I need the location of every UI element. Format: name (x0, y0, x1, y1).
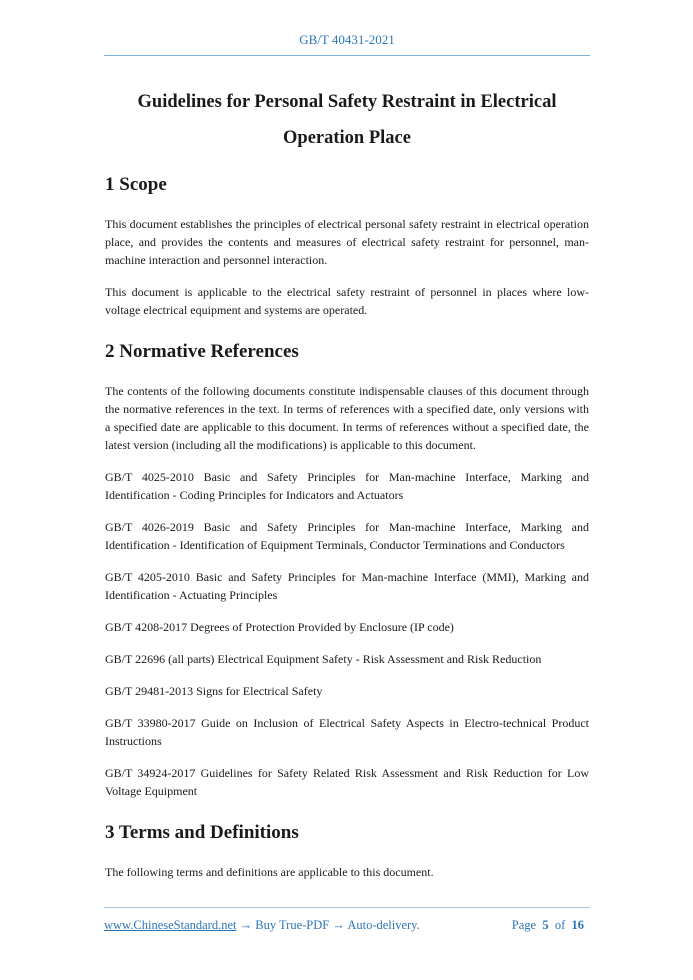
auto-delivery-text: Auto-delivery. (347, 918, 420, 932)
page-content (105, 84, 589, 881)
reference-item: GB/T 4026-2019 Basic and Safety Principles for Man-machine Interface, Marking and Identification - Identification of Equipment Terminals, Conductor Terminations and Conductors (105, 520, 589, 552)
arrow-right-icon: → (239, 918, 253, 932)
scope-paragraph-2: This document is applicable to the electrical safety restraint of personnel in places where low-voltage electrical equipment and systems are operated. (105, 285, 589, 317)
total-page-count: 16 (571, 918, 584, 932)
page-footer (104, 907, 590, 932)
document-title (105, 84, 589, 156)
scope-paragraph-1: This document establishes the principles of electrical personal safety restraint in electrical operation place, and provides the contents and measures of electrical safety restraint for personnel, man-machine interaction and personnel interaction. (105, 217, 589, 267)
reference-item: GB/T 4208-2017 Degrees of Protection Provided by Enclosure (IP code) (105, 620, 454, 634)
page-header (104, 0, 590, 56)
normative-references-intro: The contents of the following documents constitute indispensable clauses of this document through the normative references in the text. In terms of references with a specified date, only versions with a specified date are applicable to this document. In terms of references without a specified date, the latest version (including all the modifications) is applicable to this document. (105, 384, 589, 452)
footer-promo (104, 918, 420, 933)
page-indicator (512, 918, 584, 933)
reference-item: GB/T 4205-2010 Basic and Safety Principles for Man-machine Interface (MMI), Marking and Identification - Actuating Principles (105, 570, 589, 602)
website-link[interactable]: www.ChineseStandard.net (104, 918, 237, 932)
page-of-label: of (554, 918, 566, 932)
buy-true-pdf-text: Buy True-PDF (255, 918, 330, 932)
terms-definitions-intro: The following terms and definitions are applicable to this document. (105, 865, 434, 879)
arrow-right-icon: → (332, 918, 345, 932)
reference-item: GB/T 4025-2010 Basic and Safety Principles for Man-machine Interface, Marking and Identification - Coding Principles for Indicators and Actuators (105, 470, 589, 502)
title-line-1: Guidelines for Personal Safety Restraint in Electrical (137, 92, 557, 112)
reference-item: GB/T 22696 (all parts) Electrical Equipment Safety - Risk Assessment and Risk Reduction (105, 652, 542, 666)
reference-item: GB/T 33980-2017 Guide on Inclusion of Electrical Safety Aspects in Electro-technical Product Instructions (105, 716, 589, 748)
section-heading-normative-references: 2 Normative References (105, 341, 299, 362)
current-page-number: 5 (542, 918, 549, 932)
section-heading-terms-definitions: 3 Terms and Definitions (105, 822, 299, 843)
reference-item: GB/T 34924-2017 Guidelines for Safety Related Risk Assessment and Risk Reduction for Low Voltage Equipment (105, 766, 589, 798)
document-code: GB/T 40431-2021 (299, 32, 395, 47)
reference-item: GB/T 29481-2013 Signs for Electrical Safety (105, 684, 323, 698)
page-label: Page (511, 918, 537, 932)
section-heading-scope: 1 Scope (105, 174, 167, 195)
title-line-2: Operation Place (283, 128, 411, 148)
